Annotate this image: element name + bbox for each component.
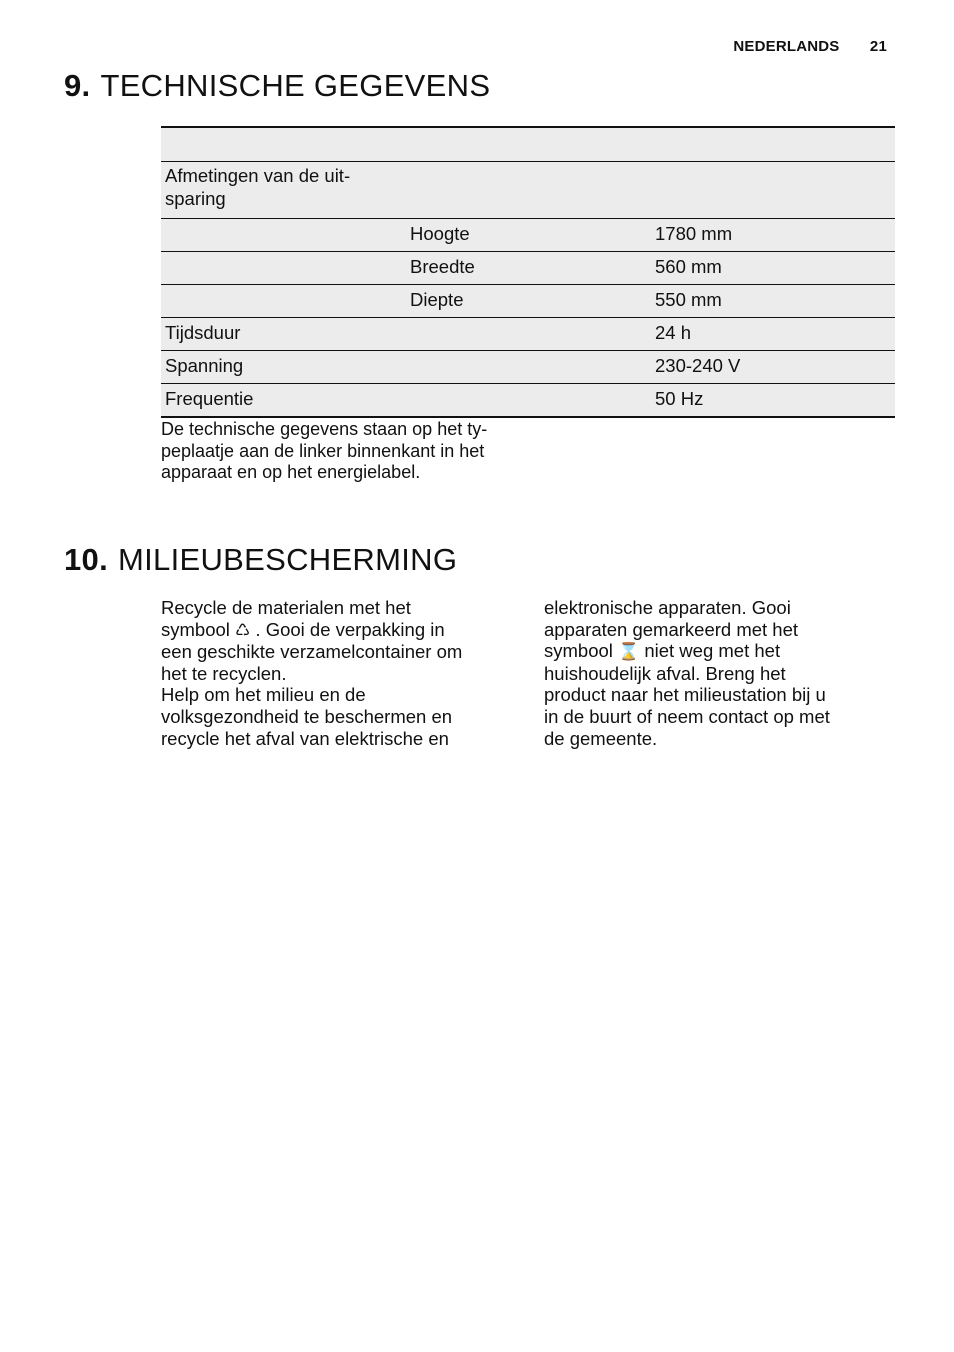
table-cell — [406, 384, 651, 418]
table-cell: Diepte — [406, 285, 651, 318]
table-cell — [406, 318, 651, 351]
table-cell: Tijdsduur — [161, 318, 406, 351]
table-cell: Hoogte — [406, 219, 651, 252]
recycle-icon: ♺ — [235, 620, 251, 640]
table-cell: Afmetingen van de uit- sparing — [161, 162, 406, 219]
technical-data-note: De technische gegevens staan op het ty- peplaatje aan de linker binnenkant in het apparaat en op het energielabel. — [161, 419, 488, 482]
table-row — [161, 351, 895, 384]
table-row — [161, 219, 895, 252]
table-cell: 50 Hz — [651, 384, 895, 418]
table-row — [161, 285, 895, 318]
table-cell: Spanning — [161, 351, 406, 384]
environment-text-column-2 — [544, 597, 869, 749]
table-header-row — [161, 127, 895, 162]
table-cell — [161, 252, 406, 285]
table-cell: 560 mm — [651, 252, 895, 285]
table-cell — [651, 162, 895, 219]
table-cell — [406, 351, 651, 384]
environment-text-1a: Recycle de materialen met het symbool — [161, 597, 411, 640]
section-9-number: 9. — [64, 68, 91, 103]
section-9-heading: TECHNISCHE GEGEVENS — [100, 68, 491, 103]
crossed-bin-icon: ⌛ — [618, 642, 640, 662]
section-10-number: 10. — [64, 542, 108, 577]
page-header — [733, 38, 887, 55]
table-cell: 230-240 V — [651, 351, 895, 384]
table-row — [161, 318, 895, 351]
table-cell — [406, 162, 651, 219]
page-number: 21 — [869, 38, 887, 55]
table-cell — [161, 285, 406, 318]
environment-text-2a: elektronische apparaten. Gooi apparaten gemarkeerd met het symbool — [544, 597, 799, 662]
table-cell: Breedte — [406, 252, 651, 285]
table-cell: 550 mm — [651, 285, 895, 318]
table-cell — [161, 219, 406, 252]
table-row — [161, 384, 895, 418]
technical-data-table — [161, 126, 895, 418]
table-row — [161, 162, 895, 219]
table-cell: 1780 mm — [651, 219, 895, 252]
section-9-title — [64, 68, 490, 104]
table-row — [161, 252, 895, 285]
header-language: NEDERLANDS — [733, 38, 840, 55]
environment-text-1b: . Gooi de verpakking in een geschikte verzamelcontainer om het te recyclen. Help om het milieu en de volksgezondheid te beschermen en recycle het afval van elektrische en — [161, 618, 463, 749]
section-10-heading: MILIEUBESCHERMING — [118, 542, 458, 577]
environment-text-column-1 — [161, 597, 486, 749]
table-cell: Frequentie — [161, 384, 406, 418]
table-cell: 24 h — [651, 318, 895, 351]
environment-text-2b: niet weg met het huishoudelijk afval. Breng het product naar het milieustation bij u in de buurt of neem contact op met de gemeente. — [544, 640, 830, 749]
section-10-title — [64, 542, 457, 578]
